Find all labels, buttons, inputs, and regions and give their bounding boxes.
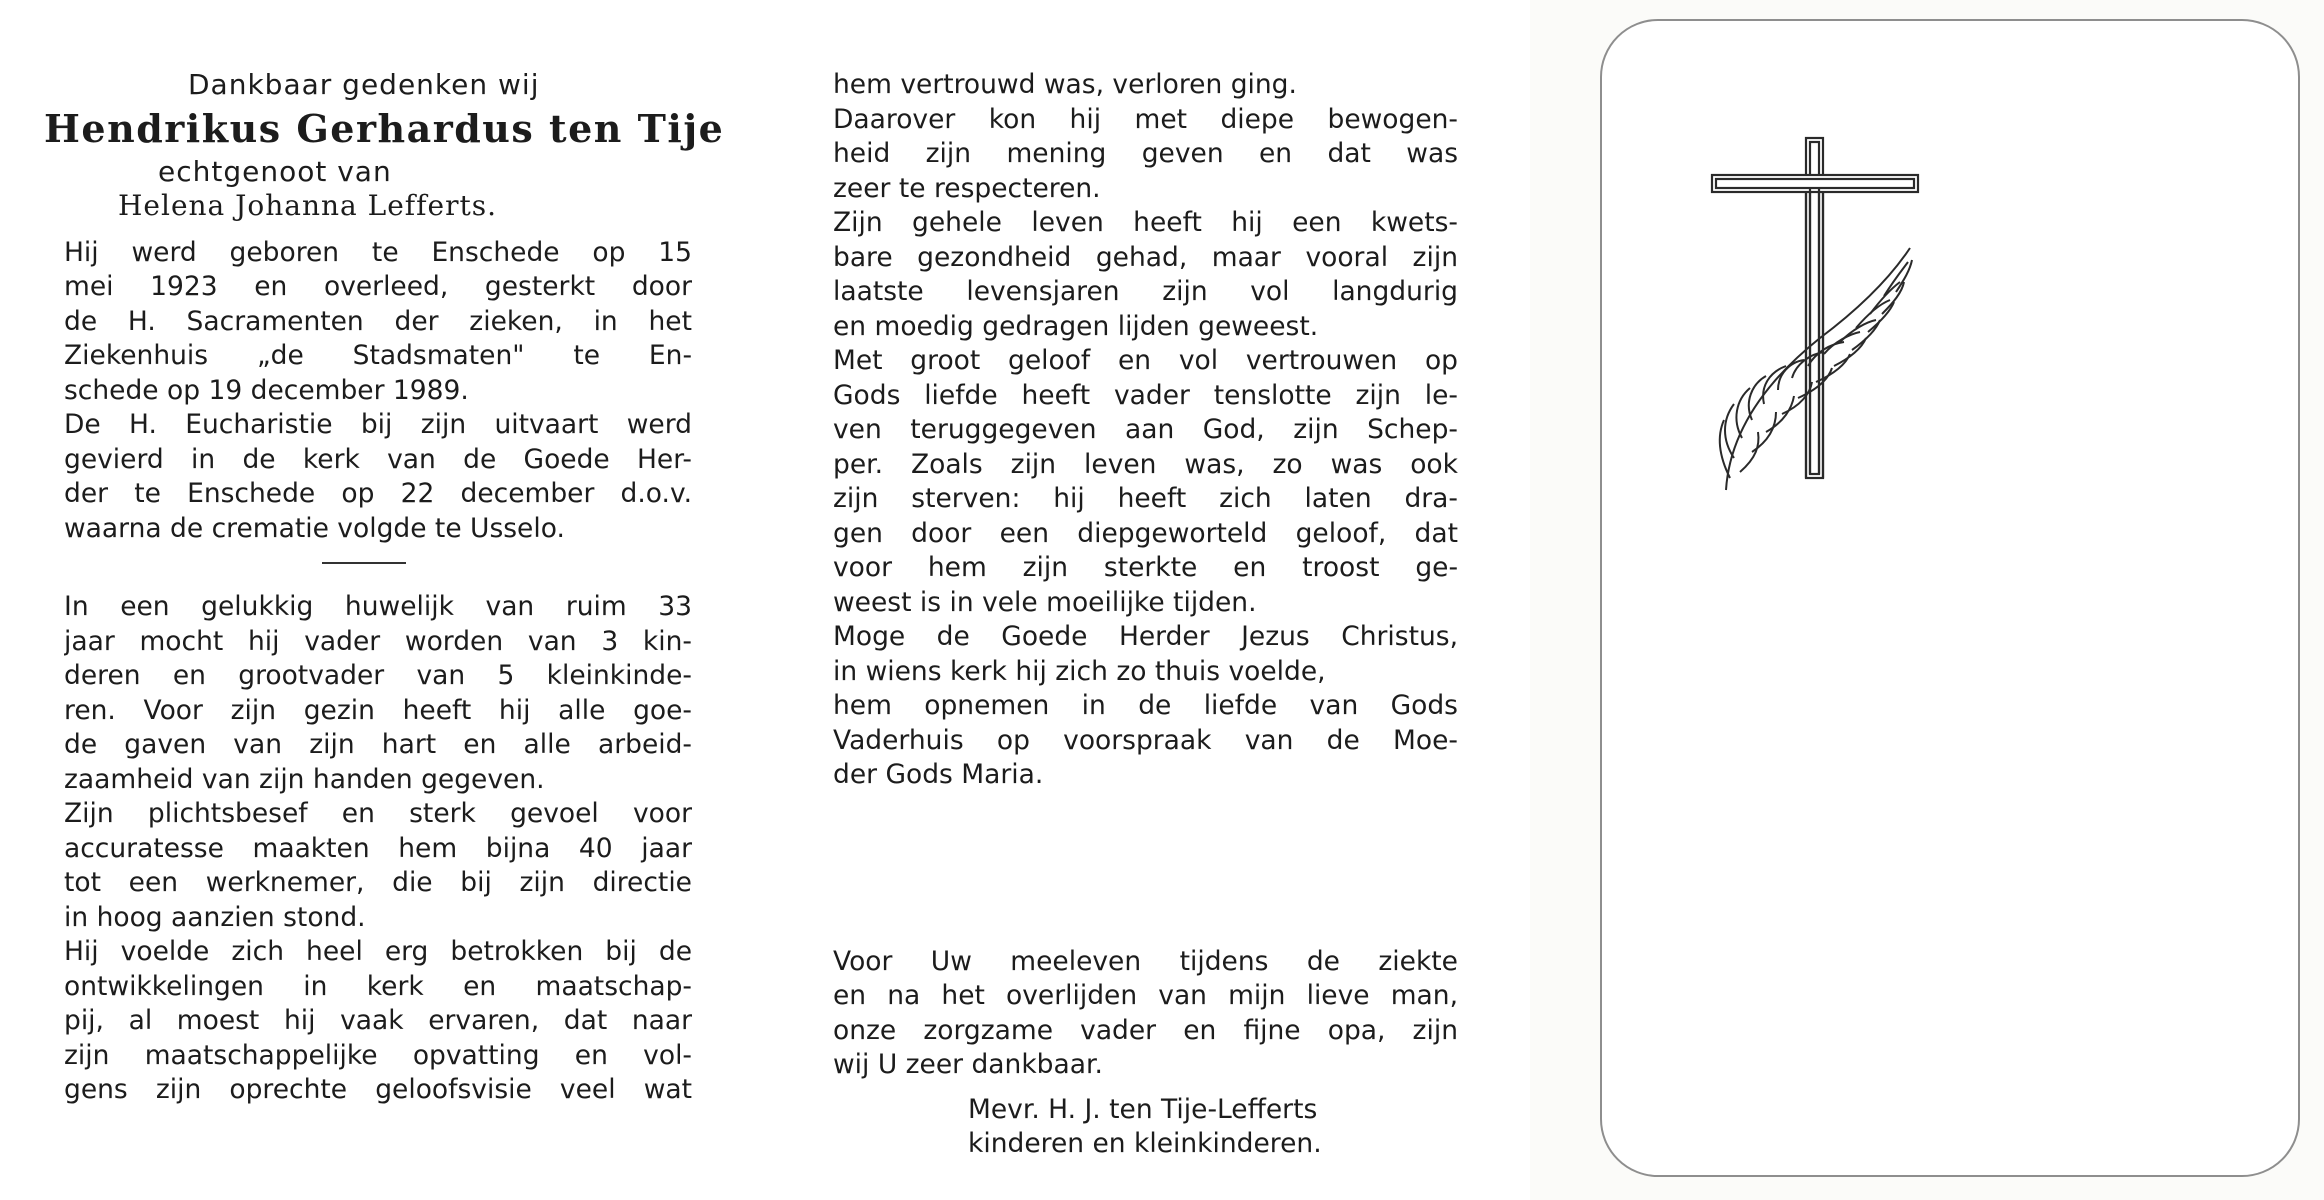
- text-line: in hoog aanzien stond.: [64, 901, 366, 933]
- text-line: jaar mocht hij vader worden van 3 kin-: [64, 625, 692, 657]
- text-line: ontwikkelingen in kerk en maatschap-: [64, 970, 692, 1002]
- text-line: de H. Sacramenten der zieken, in het: [64, 305, 692, 337]
- faith-paragraph: [833, 68, 1458, 793]
- heading-intro: Dankbaar gedenken wij: [188, 68, 540, 101]
- spouse-name: Helena Johanna Lefferts.: [118, 189, 497, 222]
- text-line: ven teruggegeven aan God, zijn Schep-: [833, 414, 1458, 445]
- text-line: weest is in vele moeilijke tijden.: [833, 586, 1257, 618]
- text-line: de gaven van zijn hart en alle arbeid-: [64, 729, 692, 760]
- text-line: Daarover kon hij met diepe bewogen-: [833, 103, 1458, 135]
- text-line: Zijn gehele leven heeft hij een kwets-: [833, 207, 1458, 238]
- text-line: der te Enschede op 22 december d.o.v.: [64, 478, 692, 509]
- text-column-left: [44, 68, 725, 1108]
- text-line: zijn maatschappelijke opvatting en vol-: [64, 1039, 692, 1071]
- text-line: accuratesse maakten hem bijna 40 jaar: [64, 832, 692, 864]
- text-column-right: [833, 68, 1458, 1162]
- text-line: zijn sterven: hij heeft zich laten dra-: [833, 483, 1458, 514]
- spacer: [833, 1083, 1458, 1093]
- text-line: In een gelukkig huwelijk van ruim 33: [64, 591, 692, 622]
- text-line: zeer te respecteren.: [833, 172, 1101, 204]
- deceased-name: Hendrikus Gerhardus ten Tije: [44, 105, 725, 151]
- text-line: pij, al moest hij vaak ervaren, dat naar: [64, 1005, 692, 1036]
- text-line: Gods liefde heeft vader tenslotte zijn le-: [833, 379, 1458, 411]
- text-line: zaamheid van zijn handen gegeven.: [64, 763, 545, 795]
- text-line: mei 1923 en overleed, gesterkt door: [64, 271, 692, 302]
- text-line: heid zijn mening geven en dat was: [833, 138, 1458, 169]
- signature-line: Mevr. H. J. ten Tije-Lefferts: [968, 1093, 1318, 1125]
- text-line: Met groot geloof en vol vertrouwen op: [833, 345, 1458, 376]
- spacer: [833, 793, 1458, 945]
- text-line: hem vertrouwd was, verloren ging.: [833, 69, 1297, 100]
- text-line: deren en grootvader van 5 kleinkinde-: [64, 660, 692, 691]
- text-line: gen door een diepgeworteld geloof, dat: [833, 517, 1458, 549]
- text-line: en moedig gedragen lijden geweest.: [833, 310, 1319, 342]
- cross-with-palm-branch-icon: [1700, 128, 1960, 498]
- text-line: Hij voelde zich heel erg betrokken bij de: [64, 936, 692, 967]
- text-line: De H. Eucharistie bij zijn uitvaart werd: [64, 409, 692, 440]
- text-line: laatste levensjaren zijn vol langdurig: [833, 276, 1458, 307]
- text-line: per. Zoals zijn leven was, zo was ook: [833, 448, 1458, 480]
- signature-line: kinderen en kleinkinderen.: [968, 1128, 1322, 1159]
- text-line: gevierd in de kerk van de Goede Her-: [64, 443, 692, 475]
- text-line: Moge de Goede Herder Jezus Christus,: [833, 621, 1458, 652]
- text-line: Vaderhuis op voorspraak van de Moe-: [833, 724, 1458, 756]
- text-line: gens zijn oprechte geloofsvisie veel wat: [64, 1074, 692, 1105]
- text-line: Hij werd geboren te Enschede op 15: [64, 236, 692, 268]
- text-line: in wiens kerk hij zich zo thuis voelde,: [833, 655, 1326, 687]
- text-line: en na het overlijden van mijn lieve man,: [833, 980, 1458, 1011]
- heading-relation: echtgenoot van: [158, 154, 392, 188]
- signature-block: [833, 1093, 1458, 1162]
- text-line: onze zorgzame vader en fijne opa, zijn: [833, 1014, 1458, 1046]
- text-line: bare gezondheid gehad, maar vooral zijn: [833, 241, 1458, 273]
- text-line: schede op 19 december 1989.: [64, 374, 469, 406]
- text-line: waarna de crematie volgde te Usselo.: [64, 512, 565, 544]
- text-line: wij U zeer dankbaar.: [833, 1049, 1103, 1080]
- text-line: Ziekenhuis „de Stadsmaten" te En-: [64, 340, 692, 371]
- life-paragraph: [64, 590, 692, 1108]
- text-line: voor hem zijn sterkte en troost ge-: [833, 552, 1458, 583]
- text-line: Zijn plichtsbesef en sterk gevoel voor: [64, 798, 692, 829]
- thanks-paragraph: [833, 945, 1458, 1083]
- text-line: ren. Voor zijn gezin heeft hij alle goe-: [64, 694, 692, 726]
- text-line: Voor Uw meeleven tijdens de ziekte: [833, 945, 1458, 977]
- section-divider: [322, 562, 406, 564]
- text-line: hem opnemen in de liefde van Gods: [833, 690, 1458, 721]
- text-line: der Gods Maria.: [833, 759, 1044, 790]
- text-line: tot een werknemer, die bij zijn directie: [64, 867, 692, 898]
- biography-paragraph: [64, 236, 692, 547]
